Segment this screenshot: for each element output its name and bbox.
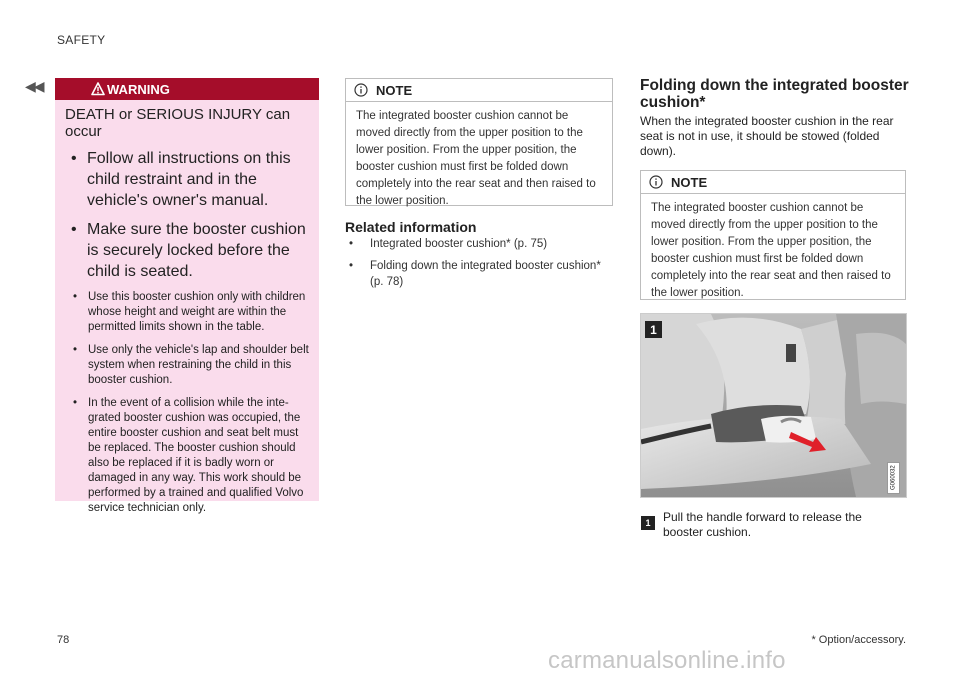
related-info-title: Related information — [345, 219, 477, 235]
warning-main-item: • Make sure the booster cushion is securely locked before the child is seated. — [55, 219, 311, 282]
section-header: SAFETY — [57, 33, 106, 47]
caption-text: Pull the handle forward to release the booster cushion. — [663, 510, 862, 539]
info-icon — [649, 175, 663, 189]
related-link-folding-down[interactable]: • Folding down the integrated booster cushion* (p. 78) — [345, 258, 615, 290]
note-text: The integrated booster cushion cannot be moved directly from the upper position to the lower position. From the upper position, the booster cushion must first be folded down completely into the rear seat and then raised to the lower position. — [356, 110, 596, 207]
warning-detail-item: • Use this booster cushion only with children whose height and weight are within the permitted limits shown in the table. — [55, 290, 311, 335]
warning-label: WARNING — [107, 81, 170, 97]
watermark: carmanualsonline.info — [548, 647, 786, 674]
warning-main-list — [55, 148, 311, 282]
warning-lead: DEATH or SERIOUS INJURY can occur — [65, 106, 291, 140]
note-header — [641, 171, 905, 194]
related-link-integrated-booster[interactable]: • Integrated booster cushion* (p. 75) — [345, 236, 615, 252]
warning-box — [55, 78, 319, 514]
section-title: Folding down the integrated booster cushion* — [640, 77, 909, 111]
footnote: * Option/accessory. — [811, 634, 906, 646]
note-header — [346, 79, 612, 102]
info-icon — [354, 83, 368, 97]
rear-seat-illustration — [641, 314, 906, 497]
caption-number: 1 — [641, 516, 655, 530]
figure-callout-1: 1 — [645, 321, 662, 338]
image-code: G060032 — [887, 462, 900, 494]
section-intro: When the integrated booster cushion in the rear seat is not in use, it should be stowed (folded down). — [640, 114, 894, 158]
warning-detail-list — [55, 290, 311, 516]
related-info-list — [345, 236, 615, 296]
warning-detail-item: • In the event of a collision while the integrated booster cushion was occupied, the entire booster cushion and seat belt must be replaced. The booster cushion should also be replaced if it is badly worn or damaged in any way. This work should be performed by a trained and qualified Volvo service technician only. — [55, 396, 311, 516]
note-label: NOTE — [671, 174, 708, 190]
note-box-right — [640, 170, 906, 300]
note-text: The integrated booster cushion cannot be moved directly from the upper position to the lower position. From the upper position, the booster cushion must first be folded down completely into the rear seat and then raised to the lower position. — [651, 202, 891, 299]
booster-cushion-photo — [640, 313, 907, 498]
warning-triangle-icon — [91, 82, 105, 96]
page-number: 78 — [57, 634, 70, 646]
warning-detail-item: • Use only the vehicle's lap and shoulder belt system when restraining the child in this booster cushion. — [55, 343, 311, 388]
continued-from-previous-icon: ◀◀ — [25, 78, 43, 94]
note-label: NOTE — [376, 82, 413, 98]
note-box-left — [345, 78, 613, 206]
warning-main-item: • Follow all instructions on this child restraint and in the vehicle's owner's manual. — [55, 148, 311, 211]
warning-header — [55, 78, 319, 100]
